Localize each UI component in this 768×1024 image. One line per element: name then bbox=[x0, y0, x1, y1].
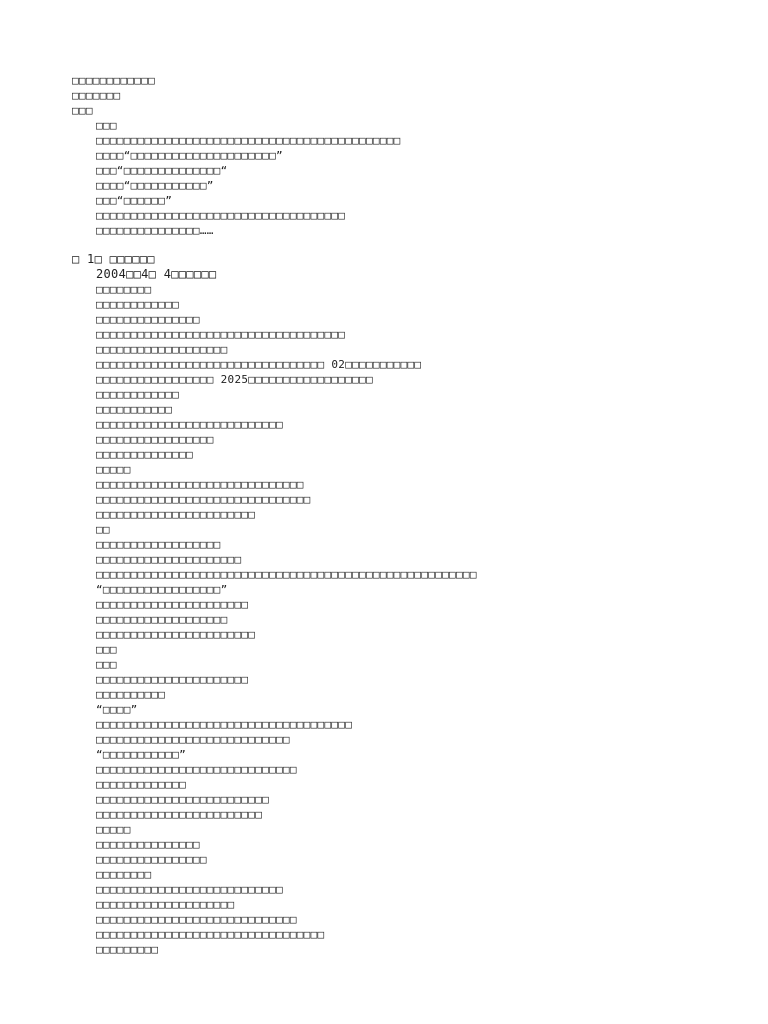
intro-line: □□□□□□□□□□□□□□□□□□□□□□□□□□□□□□□□□□□□ bbox=[96, 209, 346, 222]
intro-line: □□□“□□□□□□” bbox=[96, 194, 173, 207]
body-line: □□□□□ bbox=[96, 823, 131, 836]
body-line: □□□□□□□□□□□ bbox=[96, 403, 173, 416]
body-line: □□□□□□□□□□□□ bbox=[96, 298, 180, 311]
body-line: □□□□□□□□□□□□□□□□□□□ bbox=[96, 343, 228, 356]
header-line-2: □□□□□□□ bbox=[72, 89, 121, 102]
body-line: □□□□□□□□□□□□□□□□□□ bbox=[96, 538, 221, 551]
body-line: □□□□□ bbox=[96, 463, 131, 476]
intro-line: □□□ bbox=[96, 119, 117, 132]
body-line: □□□□□□□□□□□□□□□□□□□□□□ bbox=[96, 598, 249, 611]
body-line: □□□□□□□□□□□□□□ bbox=[96, 448, 193, 461]
section-gap bbox=[72, 238, 752, 252]
body-line: □□□□□□□□□□□□□□□□□□□ bbox=[96, 613, 228, 626]
body-line: □□□□□□□□□□□□□□□□□□□□□ bbox=[96, 553, 242, 566]
body-line: □□□□□□□□□□□□□□□□□□□□□□□ bbox=[96, 628, 256, 641]
document-body bbox=[72, 73, 752, 957]
body-line: □□□□□□□□□ bbox=[96, 943, 159, 956]
intro-line: □□□□“□□□□□□□□□□□” bbox=[96, 179, 214, 192]
body-line: □□□□□□□□□□□□□□□□□□□□□□□□□□□ bbox=[96, 418, 283, 431]
intro-line: □□□“□□□□□□□□□□□□□□“ bbox=[96, 164, 228, 177]
body-line: □□□□□□□□□□□□□□□□□□□□□□□□□□□□□□□□□□□□□□□□□□□□□□□□□□□□□□□ bbox=[96, 568, 477, 581]
intro-section bbox=[72, 118, 752, 238]
body-line: “□□□□□□□□□□□□□□□□□” bbox=[96, 583, 228, 596]
body-line: □□□□□□□□□□□□□□□□□□□□□□□□□□□□□□□□□□□□□ bbox=[96, 718, 353, 731]
body-line: □□□□□□□□□□□□□□□□□ 2025□□□□□□□□□□□□□□□□□□ bbox=[96, 373, 373, 386]
body-line: □□□□□□□□□□□□□□□□□□□□□□□□□□□□□□ bbox=[96, 478, 304, 491]
body-line: □□□□□□□□□□□□□ bbox=[96, 778, 186, 791]
body-line: □□□□□□□□□□□□ bbox=[96, 388, 180, 401]
body-line: □□□□□□□□□□□□□□□□□□□□□□□ bbox=[96, 508, 256, 521]
header-line-1: □□□□□□□□□□□□ bbox=[72, 74, 156, 87]
body-line: □□□□□□□□□□□□□□□□□□□□□□□□□□□□□ bbox=[96, 913, 297, 926]
intro-line: □□□□□□□□□□□□□□□□□□□□□□□□□□□□□□□□□□□□□□□□□□□□ bbox=[96, 134, 401, 147]
chapter-heading: □ 1□ □□□□□□ bbox=[72, 252, 155, 266]
body-line: □□□□□□□□□□□□□□□□□□□□□□□□□□□ bbox=[96, 883, 283, 896]
header-line-3: □□□ bbox=[72, 104, 93, 117]
intro-line: □□□□“□□□□□□□□□□□□□□□□□□□□□” bbox=[96, 149, 283, 162]
chapter-body bbox=[72, 267, 752, 957]
body-line: □□□□□□□□□□□□□□□□□□□□□□□□□□□□□□□□□ 02□□□□□□□□□□□ bbox=[96, 358, 422, 371]
body-line: 2004□□4□ 4□□□□□□ bbox=[96, 267, 217, 281]
body-line: □□□□□□□□□□□□□□□□□ bbox=[96, 433, 214, 446]
body-line: □□□□□□□□□□□□□□□□□□□□□□ bbox=[96, 673, 249, 686]
body-line: □□ bbox=[96, 523, 110, 536]
body-line: □□□□□□□□□□□□□□□□□□□□ bbox=[96, 898, 235, 911]
body-line: “□□□□□□□□□□□” bbox=[96, 748, 186, 761]
body-line: □□□□□□□□ bbox=[96, 283, 152, 296]
body-line: □□□□□□□□□□□□□□□□□□□□□□□□□□□□ bbox=[96, 733, 290, 746]
body-line: □□□□□□□□□□□□□□□□□□□□□□□□□□□□□□□□□ bbox=[96, 928, 325, 941]
body-line: □□□□□□□□ bbox=[96, 868, 152, 881]
body-line: □□□□□□□□□□□□□□□□□□□□□□□□□□□□□ bbox=[96, 763, 297, 776]
body-line: □□□□□□□□□□□□□□□□ bbox=[96, 853, 207, 866]
body-line: □□□□□□□□□□□□□□□□□□□□□□□□□□□□□□□□□□□□ bbox=[96, 328, 346, 341]
body-line: □□□□□□□□□□□□□□□ bbox=[96, 838, 200, 851]
body-line: □□□□□□□□□□□□□□□ bbox=[96, 313, 200, 326]
body-line: □□□ bbox=[96, 643, 117, 656]
body-line: “□□□□” bbox=[96, 703, 138, 716]
body-line: □□□□□□□□□□□□□□□□□□□□□□□□□□□□□□□ bbox=[96, 493, 311, 506]
body-line: □□□□□□□□□□□□□□□□□□□□□□□□□ bbox=[96, 793, 270, 806]
body-line: □□□□□□□□□□ bbox=[96, 688, 166, 701]
intro-line: □□□□□□□□□□□□□□□…… bbox=[96, 224, 214, 237]
body-line: □□□ bbox=[96, 658, 117, 671]
body-line: □□□□□□□□□□□□□□□□□□□□□□□□ bbox=[96, 808, 263, 821]
